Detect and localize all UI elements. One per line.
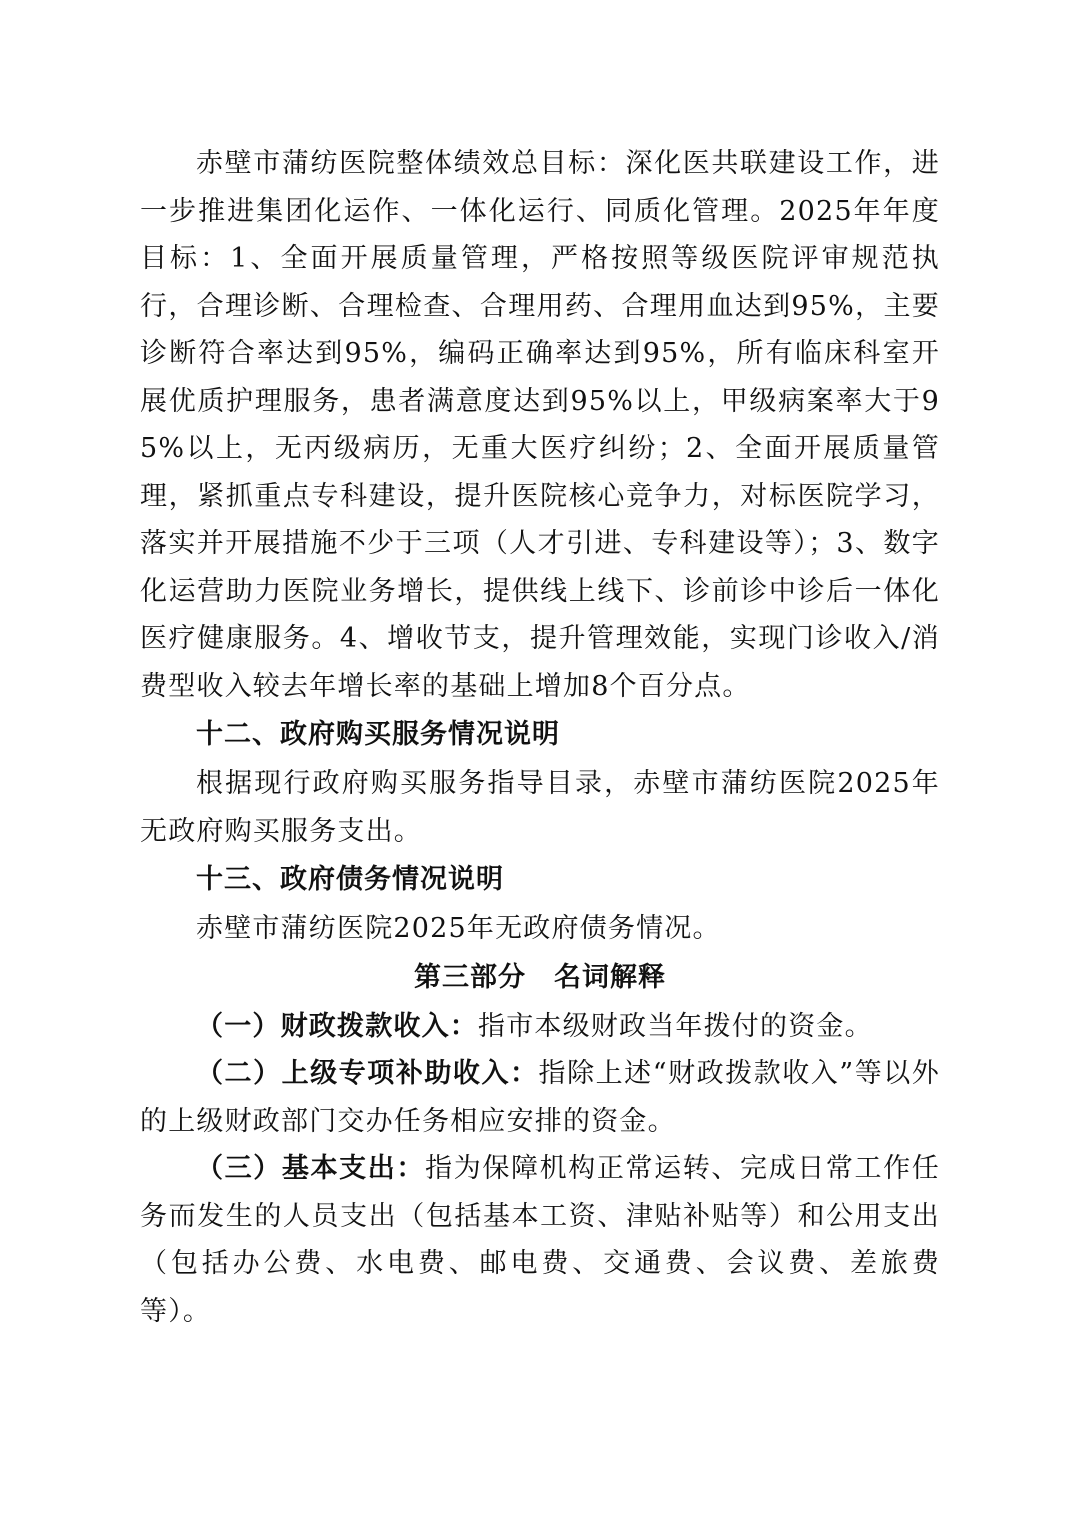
term-text: 指为保障机构正常运转、完成日常工作任务而发生的人员支出（包括基本工资、津贴补贴等）和公用支出（包括办公费、水电费、邮电费、交通费、会议费、差旅费等）。: [140, 1153, 940, 1327]
term-label: （一）财政拨款收入：: [196, 1010, 478, 1042]
part-3-title: 第三部分 名词解释: [414, 961, 666, 993]
performance-goals-paragraph: 赤壁市蒲纺医院整体绩效总目标：深化医共联建设工作，进一步推进集团化运作、一体化运行、同质化管理。2025年年度目标：1、全面开展质量管理，严格按照等级医院评审规范执行，合理诊断、合理检查、合理用药、合理用血达到95%，主要诊断符合率达到95%，编码正确率达到95%，所有临床科室开展优质护理服务，患者满意度达到95%以上，甲级病案率大于95%以上，无丙级病历，无重大医疗纠纷；2、全面开展质量管理，紧抓重点专科建设，提升医院核心竞争力，对标医院学习，落实并开展措施不少于三项（人才引进、专科建设等）；3、数字化运营助力医院业务增长，提供线上线下、诊前诊中诊后一体化医疗健康服务。4、增收节支，提升管理效能，实现门诊收入/消费型收入较去年增长率的基础上增加8个百分点。: [140, 148, 940, 702]
document-page: [140, 140, 940, 1335]
term-label: （二）上级专项补助收入：: [196, 1058, 539, 1089]
term-text: 指市本级财政当年拨付的资金。: [478, 1010, 873, 1042]
term-definition-2: [140, 1050, 940, 1145]
term-text: 指除上述“财政拨款收入”等以外的上级财政部门交办任务相应安排的资金。: [140, 1058, 940, 1137]
section-12-heading: 十二、政府购买服务情况说明: [196, 719, 560, 750]
section-13-body: 赤壁市蒲纺医院2025年无政府债务情况。: [196, 913, 721, 944]
section-13-heading: 十三、政府债务情况说明: [196, 864, 504, 895]
term-definition-3: [140, 1145, 940, 1335]
term-definition-1: [140, 1003, 940, 1051]
term-label: （三）基本支出：: [196, 1153, 426, 1184]
section-12-body: 根据现行政府购买服务指导目录，赤壁市蒲纺医院2025年无政府购买服务支出。: [140, 768, 940, 847]
